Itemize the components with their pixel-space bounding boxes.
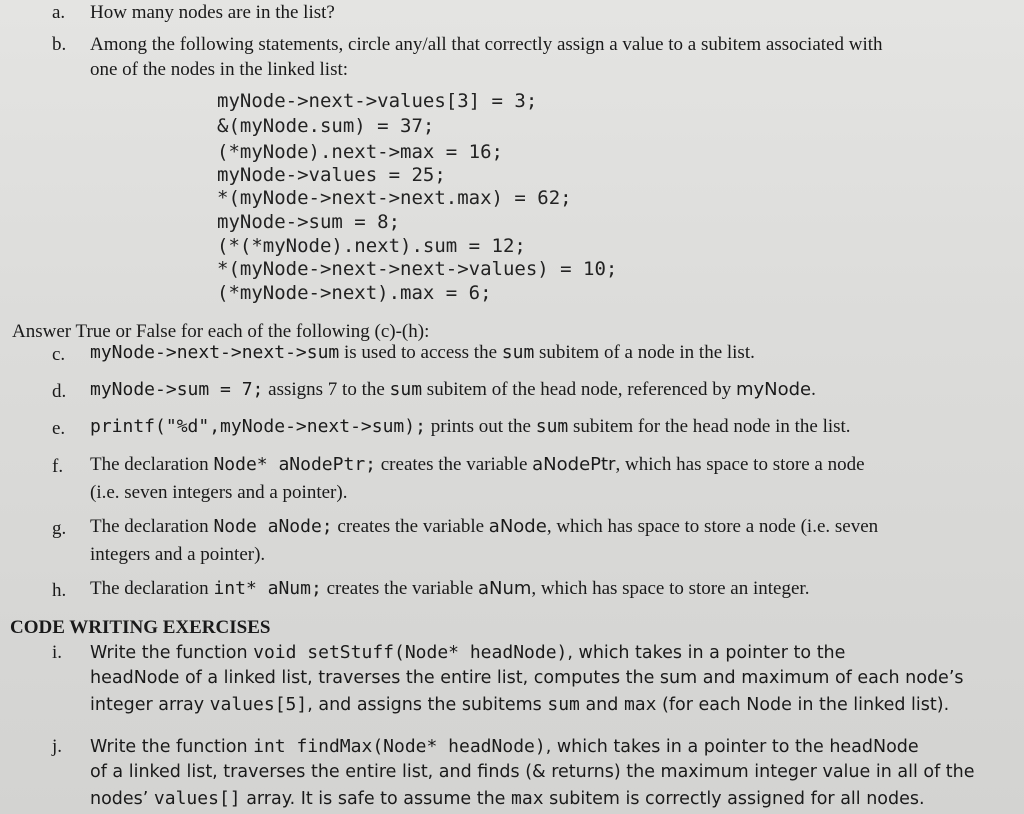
question-j: j. Write the function int findMax(Node* headNode), which takes in a pointer to the headNode bbox=[52, 736, 919, 757]
question-j-line3: nodes’ values[] array. It is safe to assume the max subitem is correctly assigned for all nodes. bbox=[90, 788, 925, 809]
question-d: d. myNode->sum = 7; assigns 7 to the sum subitem of the head node, referenced by myNode. bbox=[52, 379, 816, 402]
code-line: (*myNode->next).max = 6; bbox=[217, 282, 492, 304]
question-b: b. Among the following statements, circle any/all that correctly assign a value to a subitem associated with bbox=[52, 34, 883, 55]
question-e: e. printf("%d",myNode->next->sum); prints out the sum subitem for the head node in the list. bbox=[52, 416, 851, 439]
code-line: myNode->values = 25; bbox=[217, 164, 446, 186]
question-i: i. Write the function void setStuff(Node* headNode), which takes in a pointer to the bbox=[52, 642, 846, 663]
code-line: myNode->sum = 8; bbox=[217, 211, 401, 233]
question-g: g. The declaration Node aNode; creates the variable aNode, which has space to store a node (i.e. seven bbox=[52, 516, 879, 539]
code-line: *(myNode->next->next->values) = 10; bbox=[217, 258, 618, 280]
question-i-line3: integer array values[5], and assigns the subitems sum and max (for each Node in the linked list). bbox=[90, 694, 950, 715]
question-i-line2: headNode of a linked list, traverses the entire list, computes the sum and maximum of each node’s bbox=[90, 668, 964, 688]
question-h: h. The declaration int* aNum; creates the variable aNum, which has space to store an integer. bbox=[52, 578, 810, 601]
question-f: f. The declaration Node* aNodePtr; creates the variable aNodePtr, which has space to store a node bbox=[52, 454, 865, 477]
code-line: *(myNode->next->next.max) = 62; bbox=[217, 187, 572, 209]
question-b-line2: one of the nodes in the linked list: bbox=[90, 59, 349, 80]
question-f-line2: (i.e. seven integers and a pointer). bbox=[90, 482, 348, 503]
code-line: (*(*myNode).next).sum = 12; bbox=[217, 235, 526, 257]
code-line: &(myNode.sum) = 37; bbox=[217, 115, 435, 137]
code-line: (*myNode).next->max = 16; bbox=[217, 141, 503, 163]
question-j-line2: of a linked list, traverses the entire list, and finds (& returns) the maximum integer value in all of the bbox=[90, 762, 975, 782]
question-g-line2: integers and a pointer). bbox=[90, 544, 266, 565]
true-false-intro: Answer True or False for each of the following (c)-(h): bbox=[12, 321, 430, 342]
code-line: myNode->next->values[3] = 3; bbox=[217, 90, 538, 112]
question-c: c. myNode->next->next->sum is used to access the sum subitem of a node in the list. bbox=[52, 342, 755, 365]
section-heading: CODE WRITING EXERCISES bbox=[10, 617, 271, 638]
question-a: a. How many nodes are in the list? bbox=[52, 2, 335, 23]
